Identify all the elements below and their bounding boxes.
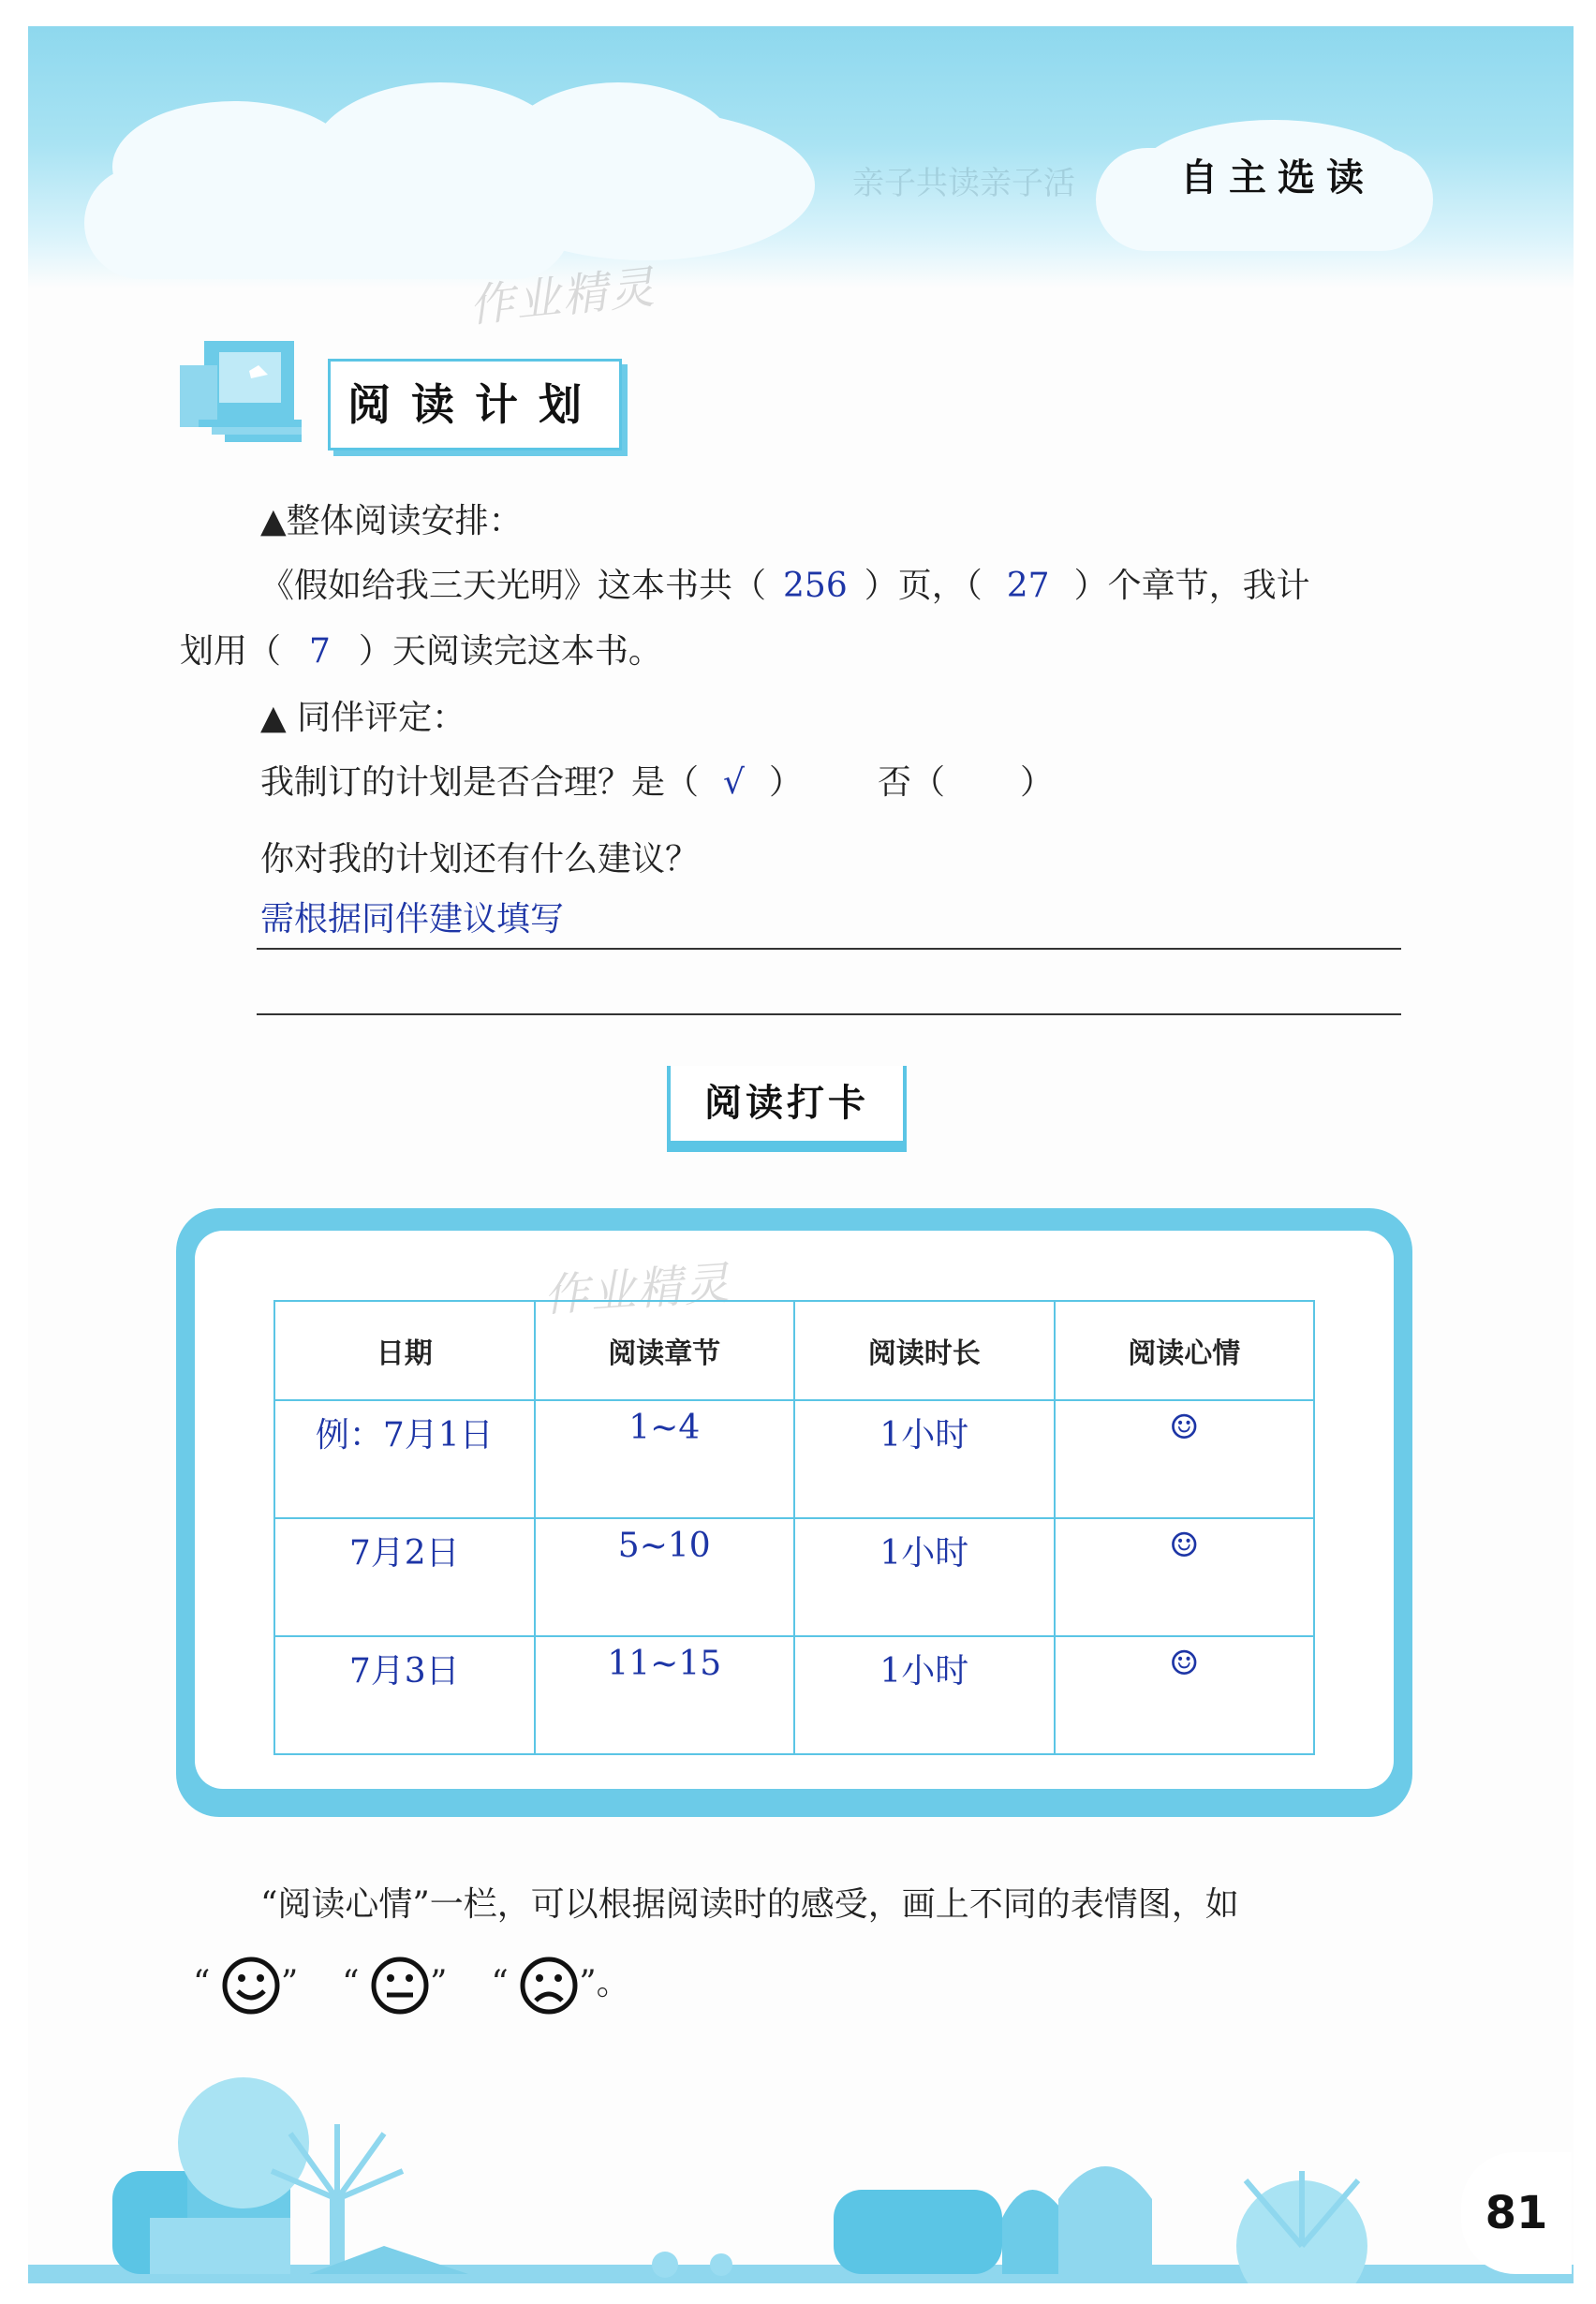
mood-note-line-1: “阅读心情”一栏，可以根据阅读时的感受，画上不同的表情图，如 [260, 1885, 1239, 1924]
reading-checkin-title: 阅读打卡 [667, 1066, 907, 1145]
reasonable-question [260, 761, 1054, 805]
faded-header-text: 亲子共读亲子活 [852, 165, 1075, 202]
cell-date: 7月2日 [274, 1518, 535, 1636]
close-quote: ” [430, 1964, 448, 2002]
cell-chapters: 5~10 [535, 1518, 795, 1636]
suggestion-question: 你对我的计划还有什么建议？ [260, 840, 700, 879]
peer-review-label: ▲ 同伴评定： [260, 699, 466, 737]
cell-date: 7月3日 [274, 1636, 535, 1754]
column-header-mood: 阅读心情 [1055, 1301, 1315, 1400]
plan-line-1 [260, 564, 1310, 609]
sad-face-icon [519, 1956, 579, 2016]
no-label: 否（ [877, 763, 945, 802]
section-title: 自主选读 [1180, 156, 1375, 199]
days-answer: 7 [309, 632, 331, 671]
cell-mood: ☺ [1055, 1636, 1315, 1754]
footer-city-decoration [28, 2031, 1574, 2283]
reasonable-question-text: 我制订的计划是否合理？是（ [260, 763, 700, 802]
open-quote: “ [342, 1964, 360, 2002]
answer-line-1 [257, 948, 1401, 950]
table-row [274, 1518, 1314, 1636]
table-row [274, 1636, 1314, 1754]
overall-arrangement-label: ▲整体阅读安排： [260, 502, 523, 540]
mood-face-examples [193, 1956, 630, 2016]
smile-face-icon [221, 1956, 281, 2016]
yes-close-paren: ） [768, 763, 803, 802]
answer-line-2 [257, 1013, 1401, 1015]
workbook-page [28, 26, 1574, 2283]
plan-line-2-a: 划用（ [180, 632, 282, 671]
plan-line-2-b: ）天阅读完这本书。 [358, 632, 662, 671]
cell-duration: 1小时 [794, 1400, 1055, 1518]
cell-duration: 1小时 [794, 1636, 1055, 1754]
cell-chapters: 1~4 [535, 1400, 795, 1518]
table-header-row [274, 1301, 1314, 1400]
page-number: 81 [1461, 2152, 1572, 2274]
cell-chapters: 11~15 [535, 1636, 795, 1754]
cell-mood: ☺ [1055, 1400, 1315, 1518]
end-period: 。 [596, 1964, 630, 2002]
no-close-paren: ） [1020, 763, 1055, 802]
close-quote: ” [280, 1964, 299, 2002]
open-quote: “ [193, 1964, 211, 2002]
neutral-face-icon [370, 1956, 430, 2016]
watermark: 作业精灵 [541, 1257, 733, 1322]
column-header-chapters: 阅读章节 [535, 1301, 795, 1400]
chapters-answer: 27 [1006, 567, 1050, 605]
suggestion-answer: 需根据同伴建议填写 [260, 900, 565, 938]
cell-duration: 1小时 [794, 1518, 1055, 1636]
header-band [28, 26, 1574, 288]
reading-plan-heading: 阅读计划 [328, 359, 622, 450]
close-quote: ” [579, 1964, 597, 2002]
stairs-icon [180, 333, 339, 446]
plan-line-1-b: ）页，（ [864, 567, 983, 605]
plan-line-1-a: 《假如给我三天光明》这本书共（ [260, 567, 767, 605]
reading-checkin-table [273, 1300, 1315, 1755]
open-quote: “ [491, 1964, 509, 2002]
column-header-date: 日期 [274, 1301, 535, 1400]
table-row [274, 1400, 1314, 1518]
cell-date: 例：7月1日 [274, 1400, 535, 1518]
plan-line-1-c: ）个章节，我计 [1073, 567, 1310, 605]
cell-mood: ☺ [1055, 1518, 1315, 1636]
column-header-duration: 阅读时长 [794, 1301, 1055, 1400]
watermark: 作业精灵 [466, 260, 658, 333]
yes-check-mark: √ [723, 763, 745, 802]
plan-line-2 [180, 629, 662, 674]
pages-answer: 256 [783, 567, 848, 605]
